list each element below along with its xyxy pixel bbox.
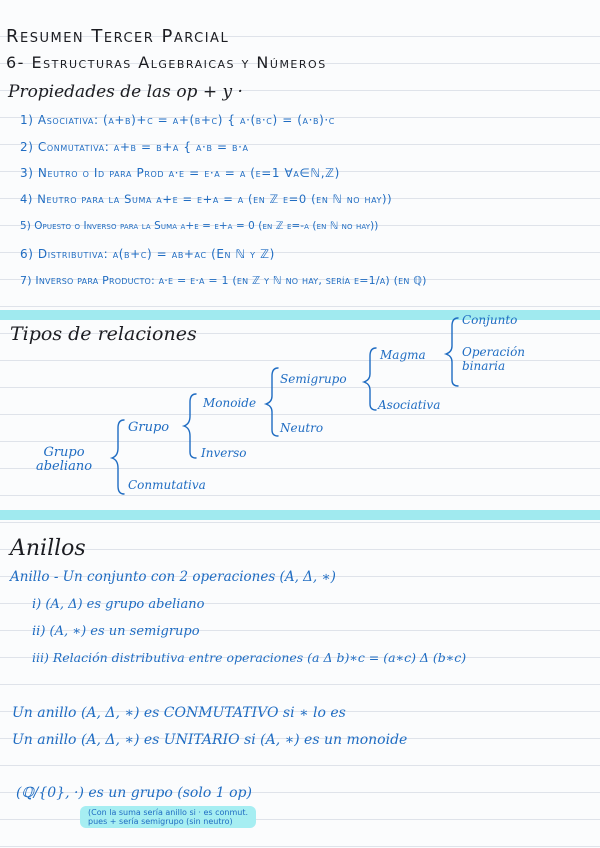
- q-example: (ℚ/{0}, ·) es un grupo (solo 1 op): [16, 785, 252, 801]
- anillo-definition: Anillo - Un conjunto con 2 operaciones (A, Δ, ∗): [10, 569, 336, 585]
- anillo-unitario: Un anillo (A, Δ, ∗) es UNITARIO si (A, ∗) es un monoide: [12, 732, 408, 748]
- tree-node-operacion-binaria: Operación binaria: [462, 345, 526, 373]
- relations-heading: Tipos de relaciones: [10, 323, 197, 345]
- tree-node-conjunto: Conjunto: [462, 313, 518, 327]
- property-item: 7) Inverso para Producto: a·e = e·a = 1 (en ℤ y ℕ no hay, sería e=1/a) (en ℚ): [20, 274, 427, 287]
- anillos-heading: Anillos: [10, 536, 86, 561]
- property-item: 4) Neutro para la Suma a+e = e+a = a (en ℤ e=0 (en ℕ no hay)): [20, 192, 393, 206]
- property-item: 6) Distributiva: a(b+c) = ab+ac (En ℕ y ℤ): [20, 247, 275, 261]
- tree-node-monoide: Monoide: [203, 396, 257, 410]
- anillo-condition: i) (A, Δ) es grupo abeliano: [32, 597, 205, 612]
- highlight-band: [0, 510, 600, 520]
- page-title: Resumen Tercer Parcial: [6, 26, 230, 47]
- tree-node-magma: Magma: [380, 348, 426, 362]
- brace-semigrupo: [364, 348, 376, 410]
- tree-node-inverso: Inverso: [201, 446, 247, 460]
- tree-node-conmutativa: Conmutativa: [128, 478, 206, 492]
- properties-heading: Propiedades de las op + y ·: [8, 82, 243, 102]
- anillo-condition: ii) (A, ∗) es un semigrupo: [32, 624, 200, 639]
- property-item: 3) Neutro o Id para Prod a·e = e·a = a (e=1 ∀a∈ℕ,ℤ): [20, 166, 340, 180]
- tree-node-neutro: Neutro: [280, 421, 324, 435]
- brace-magma: [446, 318, 458, 386]
- anillo-condition: iii) Relación distributiva entre operaciones (a Δ b)∗c = (a∗c) Δ (b∗c): [32, 650, 467, 665]
- brace-grupo: [184, 394, 196, 458]
- highlighted-note: (Con la suma sería anillo si · es conmut. pues + sería semigrupo (sin neutro): [80, 806, 256, 828]
- brace-monoide: [266, 368, 278, 436]
- property-item: 5) Opuesto o Inverso para la Suma a+e = e+a = 0 (en ℤ e=-a (en ℕ no hay)): [20, 220, 379, 232]
- tree-node-asociativa: Asociativa: [378, 398, 441, 412]
- property-item: 2) Conmutativa: a+b = b+a { a·b = b·a: [20, 140, 249, 154]
- section-subtitle: 6- Estructuras Algebraicas y Números: [6, 53, 327, 72]
- brace-grupo-abeliano: [112, 420, 124, 494]
- tree-node-grupo: Grupo: [128, 420, 170, 435]
- tree-node-grupo-abeliano: Grupo abeliano: [35, 445, 93, 474]
- tree-node-semigrupo: Semigrupo: [280, 372, 347, 386]
- anillo-conmutativo: Un anillo (A, Δ, ∗) es CONMUTATIVO si ∗ lo es: [12, 705, 346, 721]
- property-item: 1) Asociativa: (a+b)+c = a+(b+c) { a·(b·c) = (a·b)·c: [20, 113, 335, 127]
